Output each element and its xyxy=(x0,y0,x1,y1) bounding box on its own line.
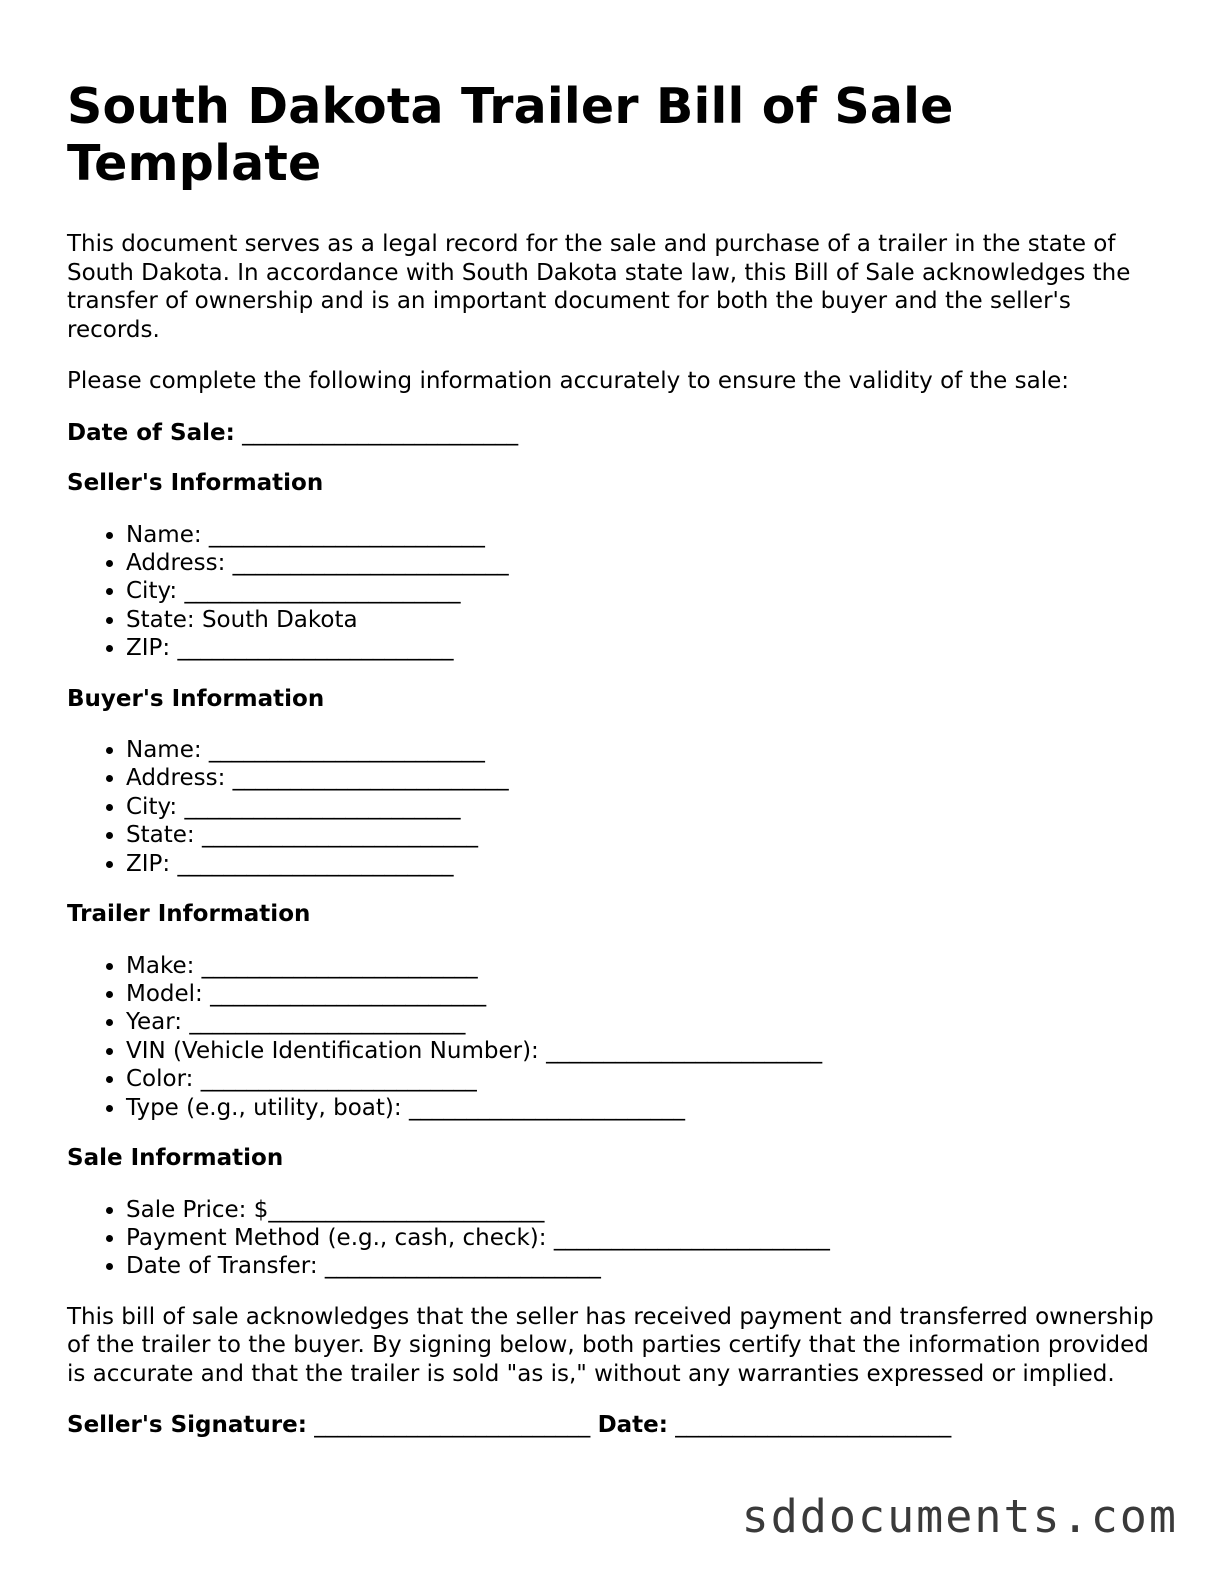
sale-info-list xyxy=(67,1196,1157,1281)
date-of-transfer-item[interactable]: • Date of Transfer: ________________________ xyxy=(126,1252,1157,1280)
trailer-info-list xyxy=(67,952,1157,1122)
signature-date-blank[interactable]: ________________________ xyxy=(675,1412,952,1439)
sale-section-heading: Sale Information xyxy=(67,1145,284,1171)
date-of-sale-label: Date of Sale: xyxy=(67,419,235,446)
acknowledgment-paragraph: This bill of sale acknowledges that the seller has received payment and transferred ownership of the trailer to the buyer. By signing below, both parties certify that the information provided is accurate and that the trailer is sold "as is," without any warranties expressed or implied. xyxy=(67,1303,1154,1387)
trailer-model-item[interactable]: • Model: ________________________ xyxy=(126,980,1157,1008)
date-of-sale-field xyxy=(67,419,1157,448)
sale-price-item[interactable]: • Sale Price: $________________________ xyxy=(126,1196,1157,1224)
document-page xyxy=(67,78,1157,1462)
page-title: South Dakota Trailer Bill of Sale Template xyxy=(67,78,954,192)
intro-paragraph: This document serves as a legal record for the sale and purchase of a trailer in the state of South Dakota. In accordance with South Dakota state law, this Bill of Sale acknowledges the transfer of ownership and is an important document for both the buyer and the seller's records. xyxy=(67,231,1131,343)
date-of-sale-blank[interactable]: ________________________ xyxy=(242,419,519,446)
buyer-state-item[interactable]: • State: ________________________ xyxy=(126,821,1157,849)
watermark-text: sddocuments.com xyxy=(741,1490,1178,1543)
seller-zip-item[interactable]: • ZIP: ________________________ xyxy=(126,634,1157,662)
seller-info-list xyxy=(67,521,1157,663)
instruction-paragraph: Please complete the following information accurately to ensure the validity of the sale: xyxy=(67,368,1069,394)
trailer-section-heading: Trailer Information xyxy=(67,901,311,928)
payment-method-item[interactable]: • Payment Method (e.g., cash, check): ________________________ xyxy=(126,1224,1157,1252)
trailer-make-item[interactable]: • Make: ________________________ xyxy=(126,952,1157,980)
trailer-type-item[interactable]: • Type (e.g., utility, boat): ________________________ xyxy=(126,1094,1157,1122)
buyer-city-item[interactable]: • City: ________________________ xyxy=(126,793,1157,821)
seller-address-item[interactable]: • Address: ________________________ xyxy=(126,549,1157,577)
buyer-section-heading: Buyer's Information xyxy=(67,685,325,712)
seller-signature-label: Seller's Signature: xyxy=(67,1412,307,1439)
seller-signature-blank[interactable]: ________________________ xyxy=(314,1412,591,1439)
buyer-zip-item[interactable]: • ZIP: ________________________ xyxy=(126,850,1157,878)
seller-section-heading: Seller's Information xyxy=(67,470,324,496)
trailer-color-item[interactable]: • Color: ________________________ xyxy=(126,1065,1157,1093)
buyer-info-list xyxy=(67,736,1157,878)
buyer-address-item[interactable]: • Address: ________________________ xyxy=(126,764,1157,792)
seller-name-item[interactable]: • Name: ________________________ xyxy=(126,521,1157,549)
signature-date-label: Date: xyxy=(597,1412,668,1439)
seller-state-item: • State: South Dakota xyxy=(126,606,1157,634)
signature-line xyxy=(67,1411,1157,1440)
buyer-name-item[interactable]: • Name: ________________________ xyxy=(126,736,1157,764)
trailer-year-item[interactable]: • Year: ________________________ xyxy=(126,1008,1157,1036)
trailer-vin-item[interactable]: • VIN (Vehicle Identification Number): ________________________ xyxy=(126,1037,1157,1065)
seller-city-item[interactable]: • City: ________________________ xyxy=(126,577,1157,605)
